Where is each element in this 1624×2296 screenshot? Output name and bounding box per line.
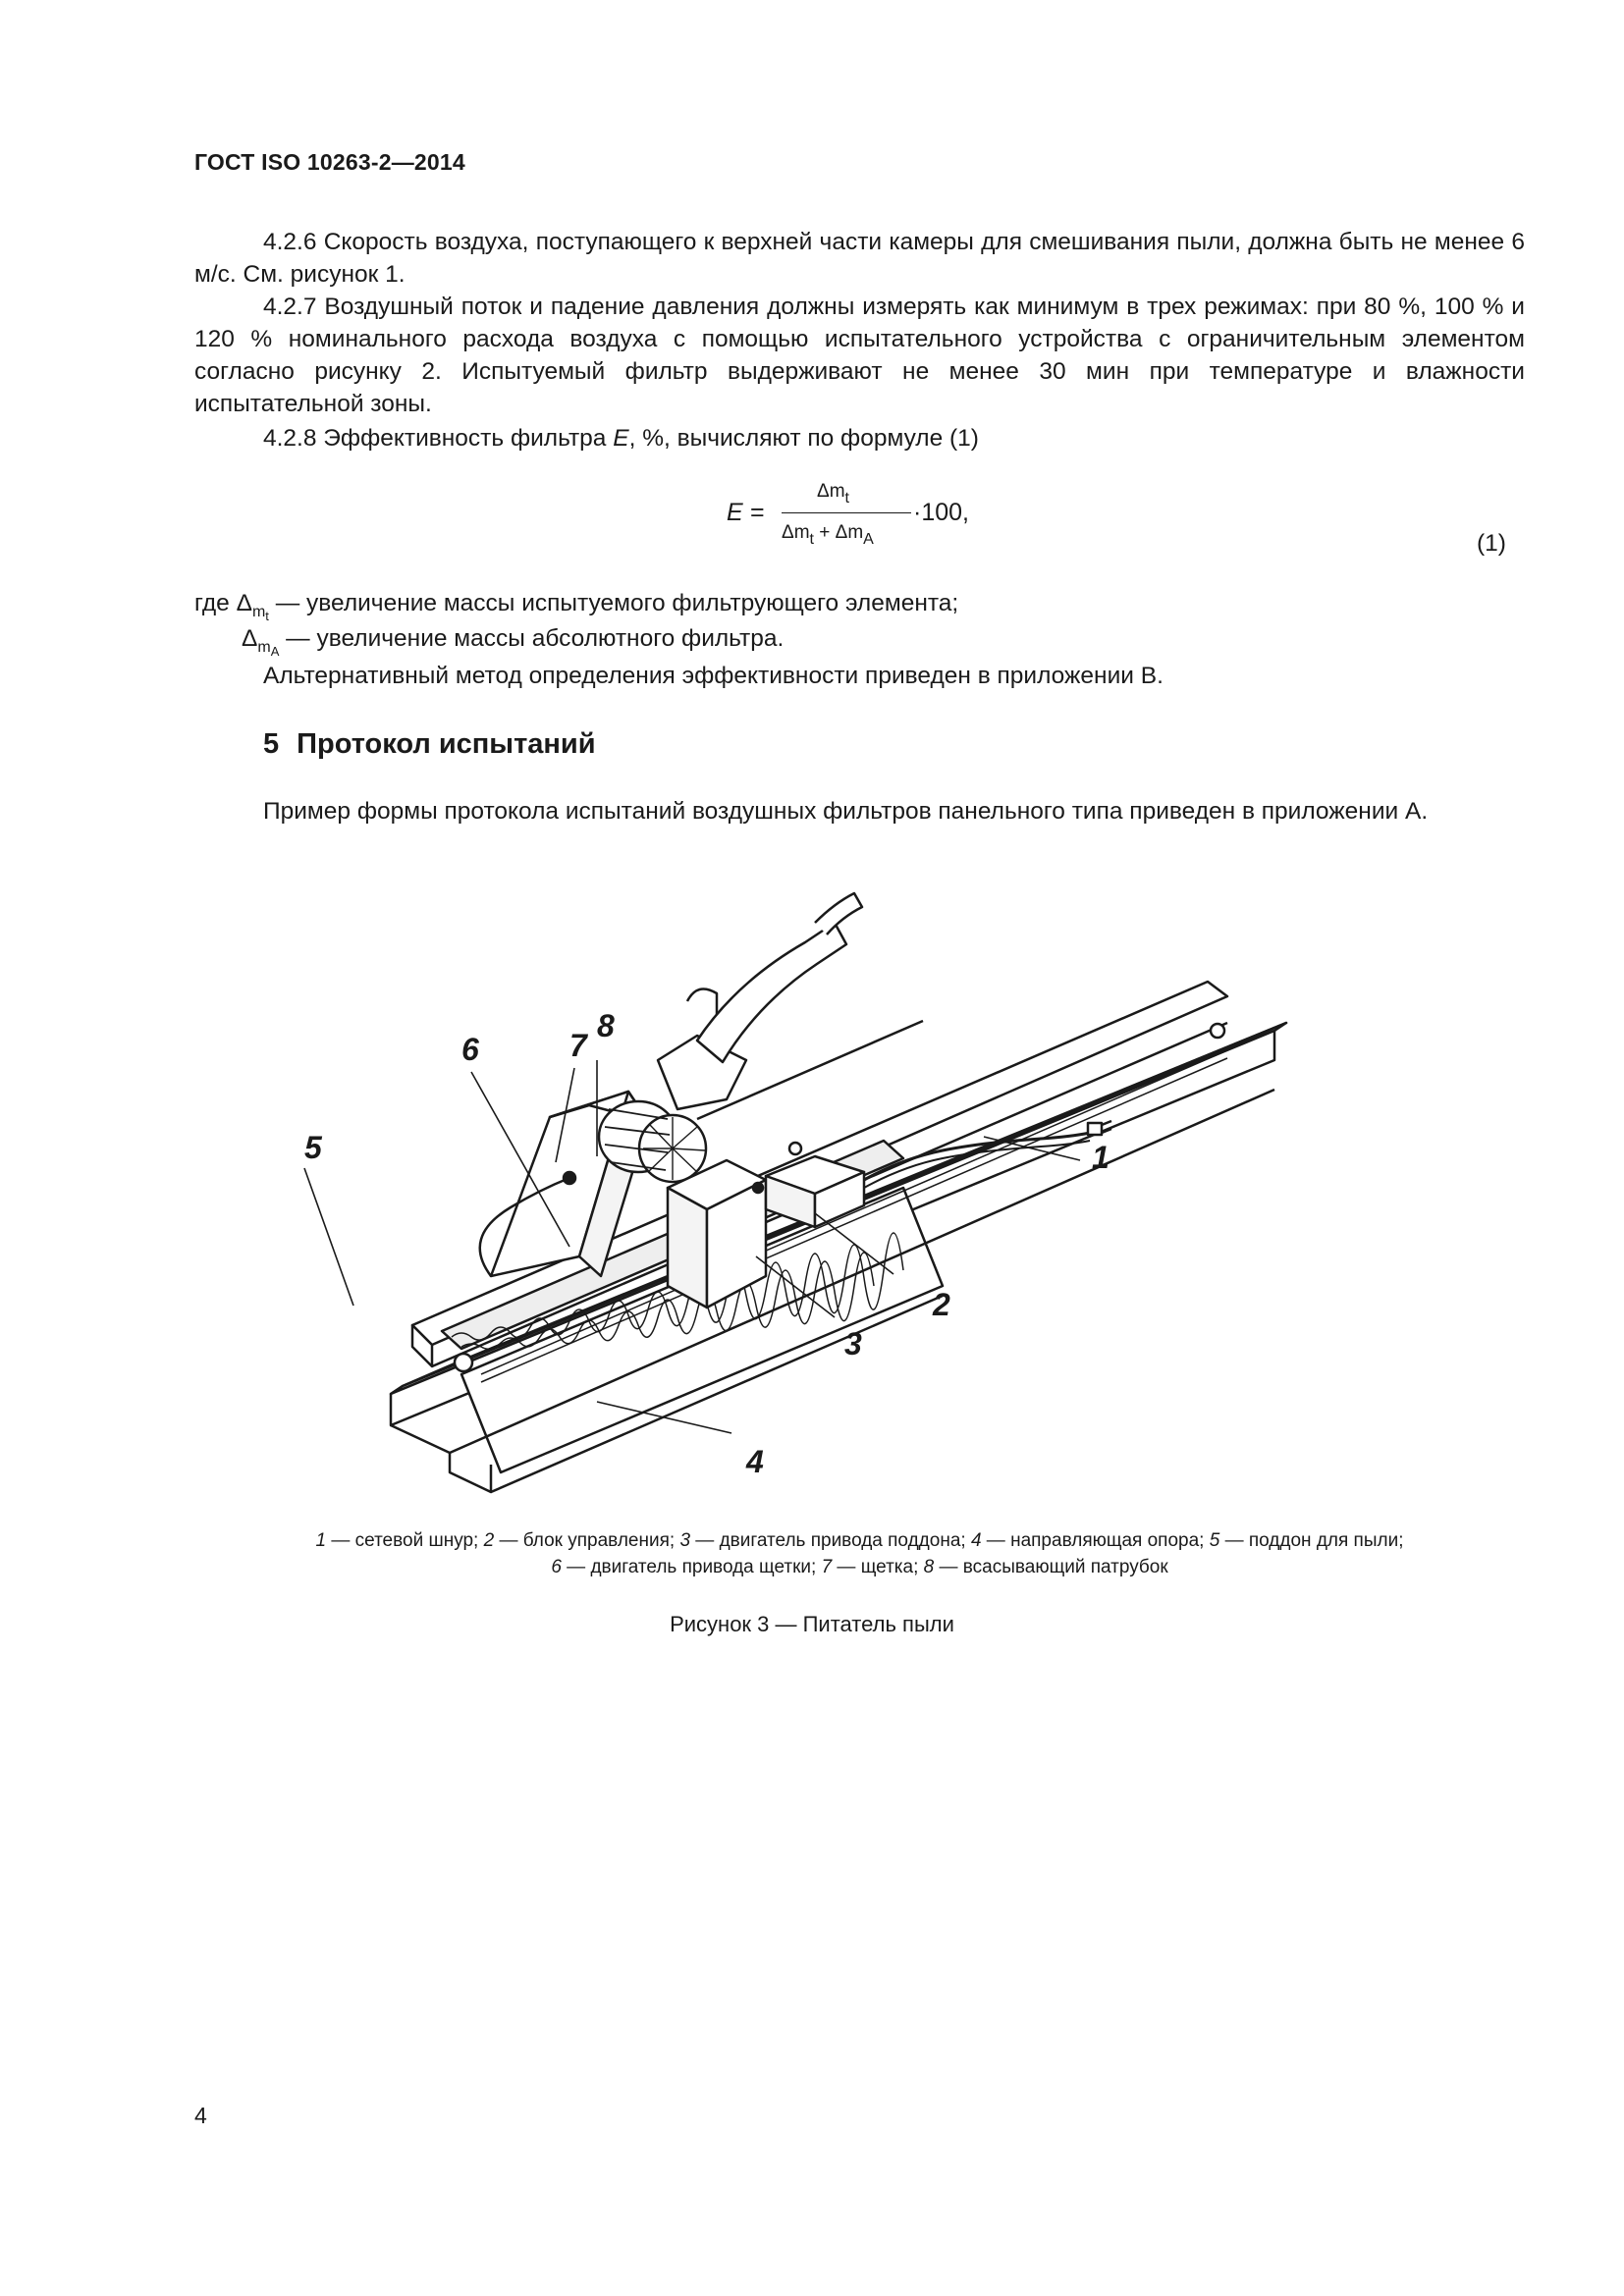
figure-label-4: 4	[746, 1444, 764, 1479]
paragraph-4-2-7-text: 4.2.7 Воздушный поток и падение давления должны измерять как минимум в трех режимах: при 80 %, 100 % и 120 % номинального расхода воздуха с помощью испытательного устройства с ограничительным элементом согласно рисунку 2. Испытуемый фильтр выдерживают не менее 30 мин при температуре и влажности испытательной зоны.	[194, 294, 1525, 417]
figure-label-7: 7	[569, 1028, 587, 1063]
section-title: Протокол испытаний	[297, 728, 596, 760]
page-number: 4	[194, 2103, 207, 2128]
paragraph-4-2-6	[194, 226, 1525, 291]
formula-equals: =	[750, 499, 765, 526]
figure-label-8: 8	[597, 1008, 615, 1043]
formula-number: (1)	[1477, 530, 1506, 557]
legend-text-4: — направляющая опора;	[981, 1530, 1210, 1551]
section-5-paragraph	[194, 795, 1525, 828]
legend-num-7: 7	[821, 1557, 833, 1577]
formula-num-sub: t	[844, 490, 849, 507]
legend-num-2: 2	[483, 1530, 495, 1551]
where-term-2-sub: A	[270, 644, 280, 659]
formula-fraction-bar	[782, 512, 911, 513]
where-term-1-delta: Δ	[236, 590, 252, 616]
formula-den-m-1: m	[793, 522, 810, 543]
legend-num-1: 1	[315, 1530, 327, 1551]
section-heading	[263, 728, 596, 761]
figure-label-3: 3	[844, 1326, 862, 1362]
dust-feeder-figure	[304, 864, 1316, 1512]
legend-text-6: — двигатель привода щетки;	[561, 1557, 822, 1577]
figure-label-6: 6	[461, 1032, 479, 1067]
legend-num-3: 3	[679, 1530, 691, 1551]
paragraph-4-2-8	[194, 422, 1525, 454]
formula-den-plus: +	[813, 522, 836, 543]
legend-num-5: 5	[1209, 1530, 1220, 1551]
where-term-2-delta: Δ	[242, 625, 258, 652]
paragraph-4-2-6-text: 4.2.6 Скорость воздуха, поступающего к верхней части камеры для смешивания пыли, должна быть не менее 6 м/с. См. рисунок 1.	[194, 229, 1525, 288]
paragraph-4-2-8-variable: E	[613, 425, 629, 452]
formula-den-sub-2: A	[863, 531, 874, 548]
figure-label-5: 5	[304, 1130, 322, 1165]
paragraph-4-2-8-text-a: 4.2.8 Эффективность фильтра	[263, 425, 614, 452]
where-intro: где	[194, 590, 237, 616]
formula-den-sub-1: t	[809, 531, 814, 548]
formula-numerator	[817, 481, 849, 507]
legend-text-5: — поддон для пыли;	[1219, 1530, 1404, 1551]
legend-num-4: 4	[970, 1530, 982, 1551]
where-term-2-m: m	[257, 639, 271, 656]
where-term-1-desc: — увеличение массы испытуемого фильтрующего элемента;	[268, 590, 959, 616]
section-5-text: Пример формы протокола испытаний воздушных фильтров панельного типа приведен в приложении А.	[263, 798, 1429, 825]
formula-multiplier: ·100,	[913, 499, 969, 526]
formula-den-delta-2: Δ	[835, 522, 848, 543]
figure-label-2: 2	[933, 1287, 950, 1322]
suction-nozzle-drawing	[658, 893, 923, 1119]
alternative-method-note: Альтернативный метод определения эффективности приведен в приложении В.	[263, 663, 1164, 689]
formula-den-delta-1: Δ	[782, 522, 794, 543]
where-term-1-sub: t	[265, 609, 269, 623]
section-number: 5	[263, 728, 280, 760]
paragraph-4-2-8-text-b: , %, вычисляют по формуле (1)	[628, 425, 979, 452]
legend-text-2: — блок управления;	[494, 1530, 680, 1551]
figure-label-1: 1	[1092, 1140, 1110, 1175]
where-term-2-desc: — увеличение массы абсолютного фильтра.	[279, 625, 785, 652]
figure-caption: Рисунок 3 — Питатель пыли	[670, 1612, 954, 1636]
efficiency-formula	[727, 481, 1021, 560]
figure-legend	[194, 1527, 1525, 1580]
legend-text-8: — всасывающий патрубок	[934, 1557, 1168, 1577]
legend-num-8: 8	[923, 1557, 935, 1577]
formula-num-delta: Δ	[817, 481, 830, 502]
legend-text-3: — двигатель привода поддона;	[690, 1530, 971, 1551]
legend-num-6: 6	[551, 1557, 562, 1577]
formula-den-m-2: m	[847, 522, 864, 543]
where-term-1-m: m	[251, 604, 266, 620]
paragraph-4-2-7	[194, 291, 1525, 420]
formula-denominator	[782, 522, 874, 549]
formula-num-m: m	[829, 481, 845, 502]
legend-text-1: — сетевой шнур;	[326, 1530, 484, 1551]
legend-text-7: — щетка;	[832, 1557, 924, 1577]
document-header: ГОСТ ISO 10263-2—2014	[194, 149, 465, 175]
formula-lhs: E	[727, 499, 743, 526]
